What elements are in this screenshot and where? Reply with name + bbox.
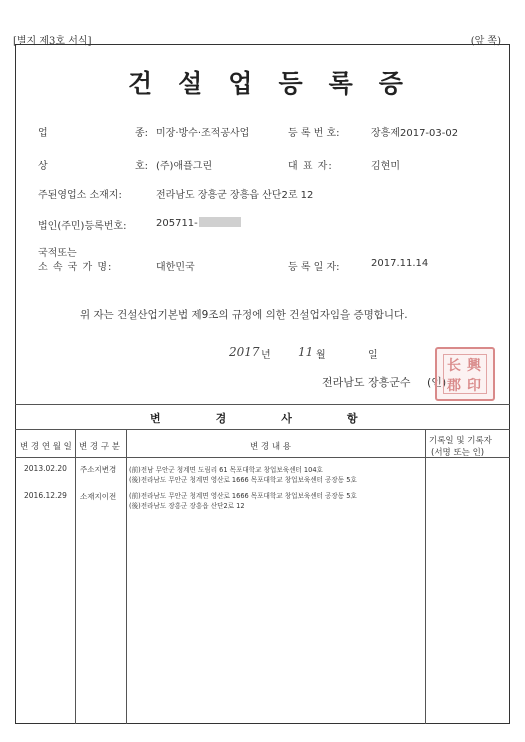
header-record-line1: 기록일 및 기록자: [429, 436, 492, 446]
change-row-2-detail-after: (後)전라남도 장흥군 장흥읍 산단2로 12: [129, 502, 245, 510]
issue-month-label: 월: [316, 350, 326, 361]
representative-label: 대 표 자:: [288, 161, 333, 172]
changes-section-title: 변경사항: [150, 412, 413, 425]
corporate-registration-value: 205711-: [156, 217, 241, 229]
change-row-1-detail-after: (後)전라남도 무안군 청계면 영산로 1666 목포대학교 창업보육센터 공장동 5호: [129, 476, 357, 484]
column-divider-1: [75, 429, 76, 724]
trade-name-label-end: 호:: [135, 161, 149, 172]
nationality-label-line1: 국적또는: [38, 248, 77, 259]
issuer-seal-mark: (인): [427, 376, 447, 389]
official-seal-stamp: 长 興 郡 印: [435, 347, 495, 401]
change-row-1-detail: (前)전남 무안군 청계면 도림리 61 목포대학교 창업보육센터 104호: [129, 466, 323, 474]
nationality-value: 대한민국: [156, 262, 195, 273]
registration-number-label: 등 록 번 호:: [288, 128, 340, 139]
business-type-label: 업: [38, 128, 48, 139]
registration-number-value: 장흥제2017-03-02: [371, 128, 459, 139]
nationality-label-line2: 소 속 국 가 명:: [38, 262, 113, 273]
trade-name-label: 상: [38, 161, 48, 172]
main-office-label: 주된영업소 소재지:: [38, 190, 122, 201]
column-divider-3: [425, 429, 426, 724]
issue-year-label: 년: [261, 350, 271, 361]
header-change-category: 변 경 구 분: [79, 442, 120, 452]
form-number-label: [별지 제3호 서식]: [13, 36, 92, 47]
issue-year-handwritten: 2017: [229, 345, 260, 359]
change-row-1-date: 2013.02.20: [24, 464, 67, 473]
document-title: 건설업등록증: [128, 69, 429, 98]
main-office-value: 전라남도 장흥군 장흥읍 산단2로 12: [156, 190, 314, 201]
issuer-name: 전라남도 장흥군수: [322, 376, 411, 389]
header-change-content: 변 경 내 용: [250, 442, 291, 452]
business-type-value: 미장·방수·조적공사업: [156, 128, 250, 139]
header-record-line2: (서명 또는 인): [431, 448, 485, 458]
issue-day-label: 일: [368, 350, 378, 361]
header-change-date: 변 경 연 월 일: [20, 442, 72, 452]
corporate-registration-label: 법인(주민)등록번호:: [38, 221, 127, 232]
registration-date-label: 등 록 일 자:: [288, 262, 340, 273]
certification-statement: 위 자는 건설산업기본법 제9조의 규정에 의한 건설업자임을 증명합니다.: [80, 309, 408, 321]
change-row-1-category: 주소지변경: [80, 465, 117, 474]
changes-top-rule: [15, 404, 510, 405]
change-row-2-detail-before: (前)전라남도 무안군 청계면 영산로 1666 목포대학교 창업보육센터 공장동 5호: [129, 492, 357, 500]
issue-month-handwritten: 11: [298, 345, 314, 359]
trade-name-value: (주)애플그린: [156, 161, 213, 172]
representative-value: 김현미: [371, 161, 400, 172]
change-row-2-date: 2016.12.29: [24, 491, 67, 500]
column-divider-2: [126, 429, 127, 724]
business-type-label-end: 종:: [135, 128, 149, 139]
registration-date-value: 2017.11.14: [371, 258, 429, 269]
change-row-2-category: 소재지이전: [80, 492, 117, 501]
changes-title-rule: [15, 429, 510, 430]
redacted-block: [199, 217, 241, 227]
page-side-label: (앞 쪽): [470, 36, 501, 47]
